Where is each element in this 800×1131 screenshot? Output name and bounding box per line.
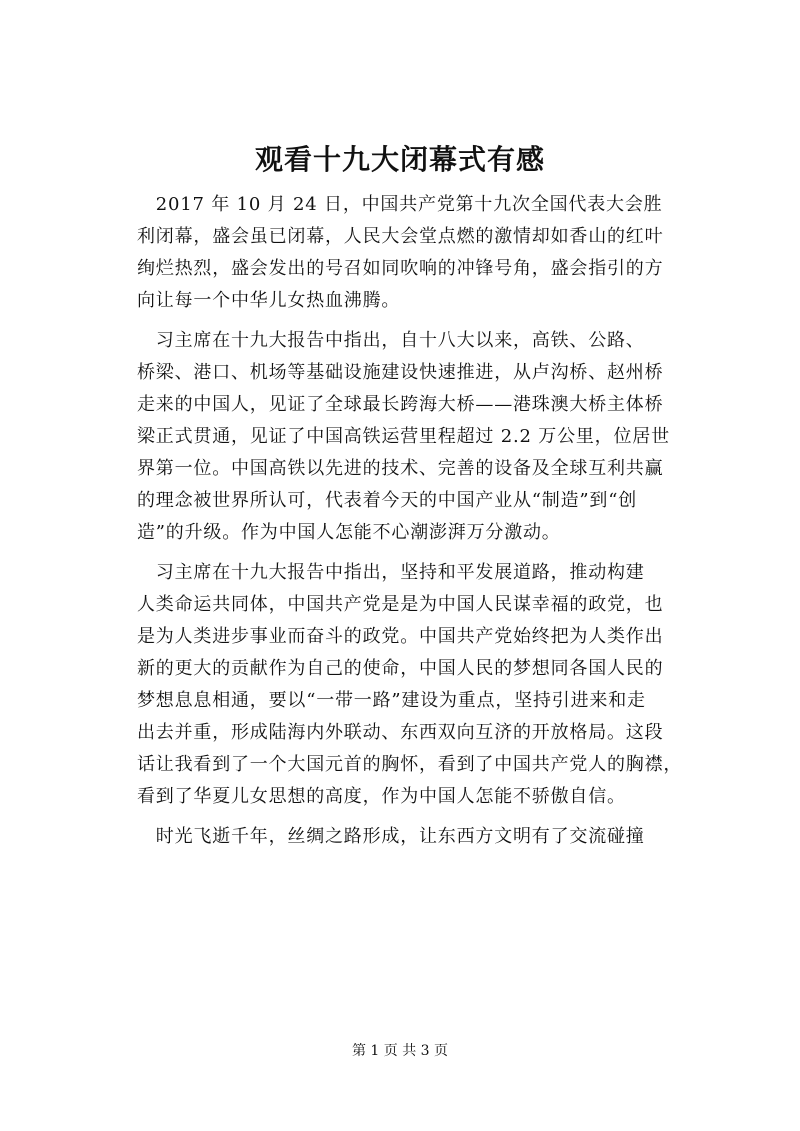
text-line: 是为人类进步事业而奋斗的政党。中国共产党始终把为人类作出 [137, 626, 664, 647]
document-title: 观看十九大闭幕式有感 [254, 143, 545, 176]
text-line: 走来的中国人，见证了全球最长跨海大桥——港珠澳大桥主体桥 [137, 394, 664, 415]
text-line: 梦想息息相通，要以“一带一路”建设为重点，坚持引进来和走 [137, 690, 646, 711]
text-line: 出去并重，形成陆海内外联动、东西双向互济的开放格局。这段 [137, 722, 664, 743]
page-number-footer: 第 1 页 共 3 页 [351, 1043, 449, 1059]
text-line: 话让我看到了一个大国元首的胸怀，看到了中国共产党人的胸襟， [137, 754, 683, 775]
text-line: 习主席在十九大报告中指出，坚持和平发展道路，推动构建 [137, 562, 645, 583]
text-line: 桥梁、港口、机场等基础设施建设快速推进，从卢沟桥、赵州桥 [137, 362, 664, 383]
text-line: 的理念被世界所认可，代表着今天的中国产业从“制造”到“创 [137, 490, 638, 511]
text-line: 习主席在十九大报告中指出，自十八大以来，高铁、公路、 [137, 330, 645, 351]
paragraph-2 [137, 325, 697, 549]
text-line: 绚烂热烈，盛会发出的号召如同吹响的冲锋号角，盛会指引的方 [137, 258, 664, 279]
text-line: 梁正式贯通，见证了中国高铁运营里程超过 2.2 万公里，位居世 [137, 426, 670, 447]
document-body [137, 189, 697, 861]
text-line: 向让每一个中华儿女热血沸腾。 [137, 290, 401, 311]
paragraph-3 [137, 557, 697, 813]
text-line: 新的更大的贡献作为自己的使命，中国人民的梦想同各国人民的 [137, 658, 664, 679]
text-line: 时光飞逝千年，丝绸之路形成，让东西方文明有了交流碰撞 [137, 826, 645, 847]
paragraph-1 [137, 189, 697, 317]
text-line: 2017 年 10 月 24 日，中国共产党第十九次全国代表大会胜 [137, 194, 663, 215]
text-line: 界第一位。中国高铁以先进的技术、完善的设备及全球互利共赢 [137, 458, 664, 479]
text-line: 看到了华夏儿女思想的高度，作为中国人怎能不骄傲自信。 [137, 786, 626, 807]
text-line: 利闭幕，盛会虽已闭幕，人民大会堂点燃的激情却如香山的红叶 [137, 226, 664, 247]
text-line: 人类命运共同体，中国共产党是是为中国人民谋幸福的政党，也 [137, 594, 664, 615]
text-line: 造”的升级。作为中国人怎能不心潮澎湃万分激动。 [137, 522, 561, 543]
paragraph-4 [137, 821, 697, 853]
